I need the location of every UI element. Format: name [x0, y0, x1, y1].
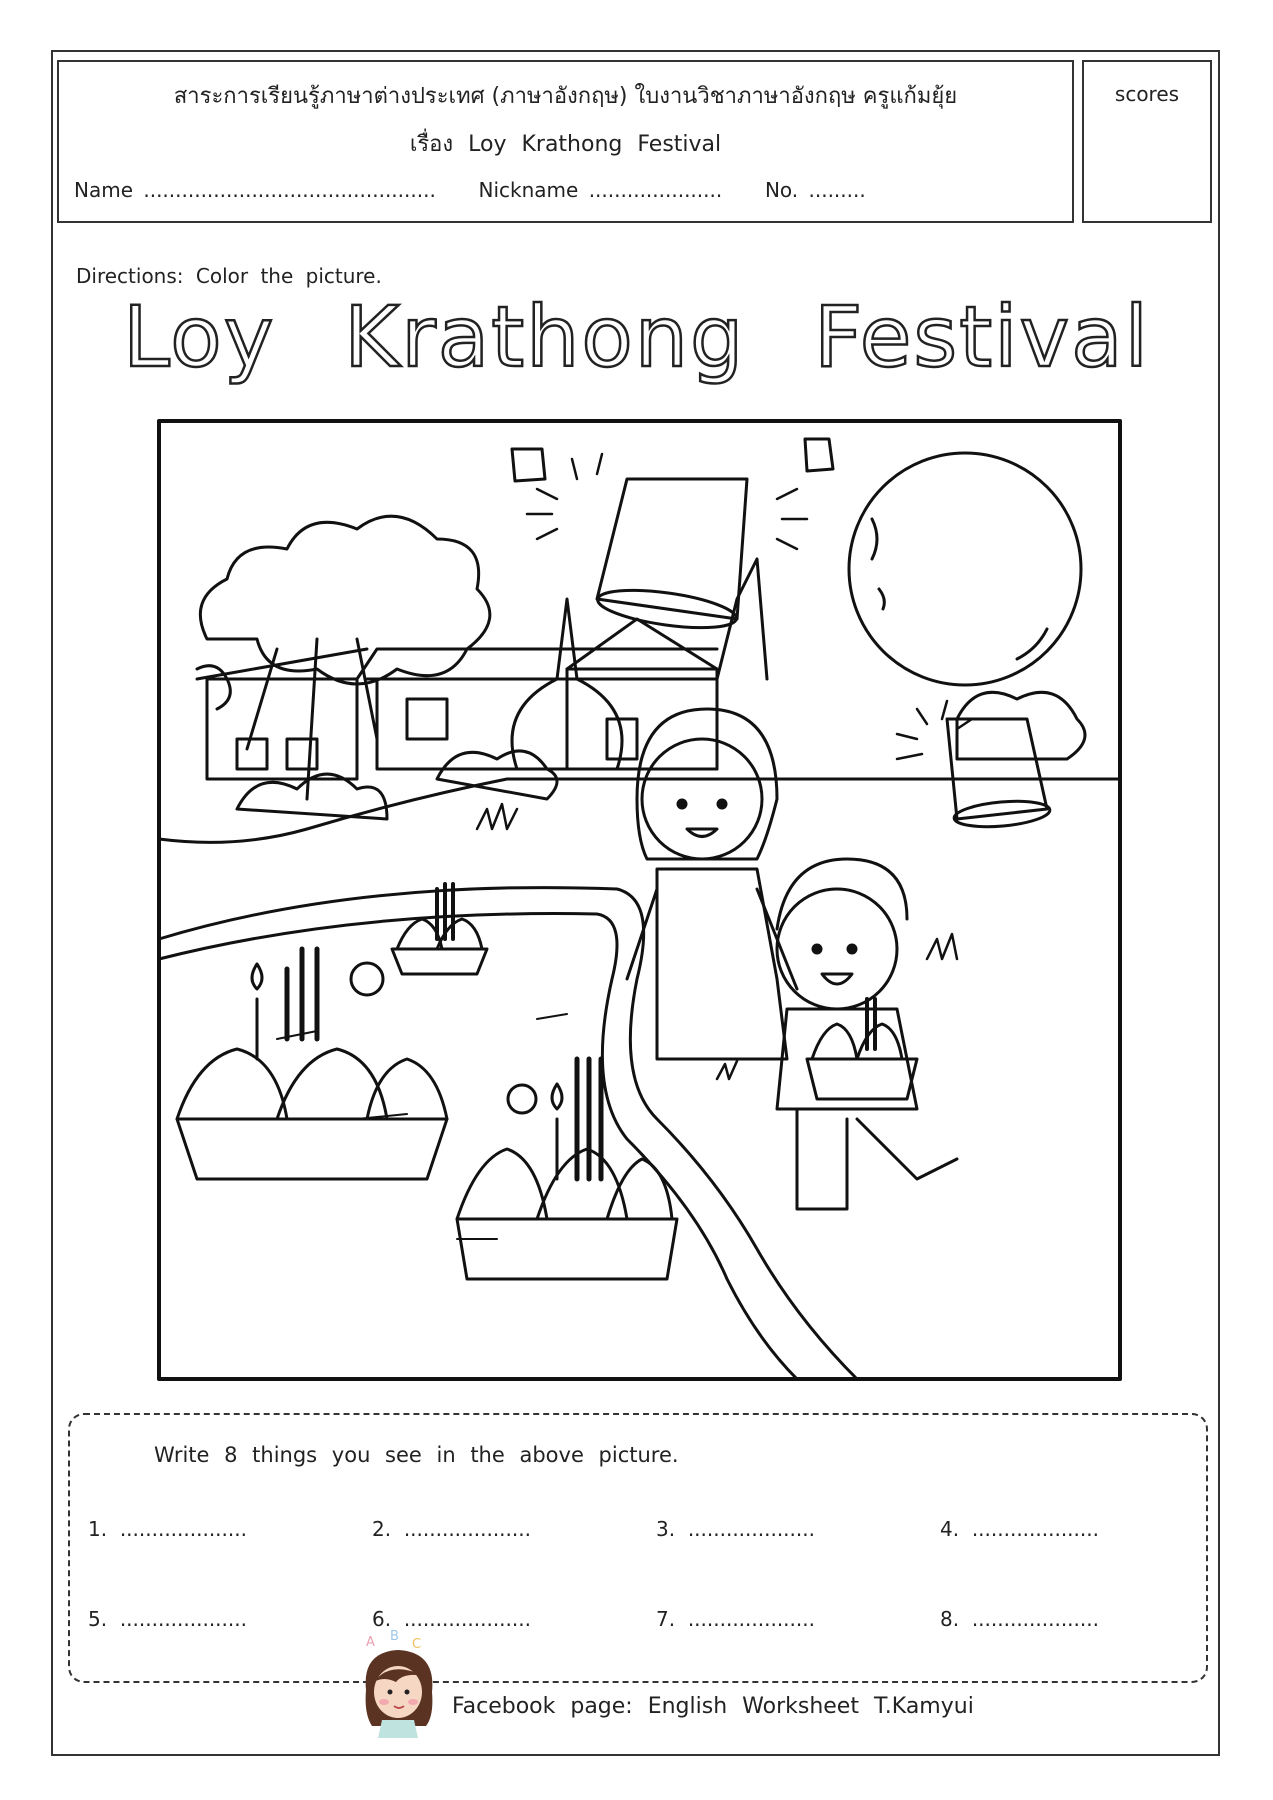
- woman: [627, 709, 797, 1059]
- krathong-right: [457, 1059, 677, 1279]
- answer-blank[interactable]: ....................: [119, 1517, 247, 1541]
- answer-line-1[interactable]: [88, 1517, 247, 1541]
- answer-line-2[interactable]: [372, 1517, 531, 1541]
- answer-blank[interactable]: ....................: [971, 1517, 1099, 1541]
- student-info-line: [74, 178, 1057, 202]
- sky-lantern-small-1: [512, 449, 545, 481]
- answer-line-3[interactable]: [656, 1517, 815, 1541]
- answer-number: 5.: [88, 1607, 108, 1631]
- krathong-left: [177, 949, 447, 1179]
- krathong-middle: [392, 884, 487, 974]
- svg-text:A: A: [366, 1635, 375, 1650]
- answer-blank[interactable]: ....................: [687, 1517, 815, 1541]
- sky-lantern-right: [947, 719, 1051, 830]
- topic-line: เรื่อง Loy Krathong Festival: [409, 132, 722, 157]
- answer-number: 3.: [656, 1517, 676, 1541]
- header-box: [57, 60, 1074, 223]
- number-field[interactable]: No. .........: [764, 178, 866, 202]
- svg-text:B: B: [390, 1630, 399, 1644]
- subject-line: สาระการเรียนรู้ภาษาต่างประเทศ (ภาษาอังกฤษ) ใบงานวิชาภาษาอังกฤษ ครูแก้มยุ้ย: [173, 84, 958, 109]
- river: [159, 888, 857, 1379]
- answer-number: 2.: [372, 1517, 392, 1541]
- answer-blank[interactable]: ....................: [971, 1607, 1099, 1631]
- tree: [197, 516, 490, 799]
- sky-lantern-small-2: [805, 439, 833, 471]
- coloring-picture: [157, 419, 1122, 1381]
- svg-text:C: C: [412, 1637, 422, 1652]
- answer-number: 4.: [940, 1517, 960, 1541]
- fireworks: [527, 454, 972, 759]
- answer-number: 6.: [372, 1607, 392, 1631]
- answer-line-6[interactable]: [372, 1607, 531, 1631]
- moon: [849, 453, 1081, 685]
- answer-number: 8.: [940, 1607, 960, 1631]
- temple: [357, 559, 767, 769]
- answer-blank[interactable]: ....................: [403, 1607, 531, 1631]
- answer-blank[interactable]: ....................: [403, 1517, 531, 1541]
- page-title: Loy Krathong Festival: [122, 288, 1150, 386]
- answer-line-4[interactable]: [940, 1517, 1099, 1541]
- answer-blank[interactable]: ....................: [687, 1607, 815, 1631]
- answer-number: 1.: [88, 1517, 108, 1541]
- nickname-field[interactable]: Nickname .....................: [478, 178, 723, 202]
- answer-line-8[interactable]: [940, 1607, 1099, 1631]
- answer-number: 7.: [656, 1607, 676, 1631]
- answer-prompt: Write 8 things you see in the above picture.: [154, 1443, 679, 1467]
- answer-line-5[interactable]: [88, 1607, 247, 1631]
- answer-line-7[interactable]: [656, 1607, 815, 1631]
- answer-blank[interactable]: ....................: [119, 1607, 247, 1631]
- sky-lantern-large: [595, 479, 747, 635]
- answer-box: [68, 1413, 1208, 1683]
- teacher-avatar-logo: [352, 1630, 444, 1742]
- grass: [477, 804, 957, 1079]
- directions: Directions: Color the picture.: [76, 264, 382, 288]
- score-box: [1082, 60, 1212, 223]
- footer-credit: Facebook page: English Worksheet T.Kamyui: [452, 1694, 974, 1719]
- name-field[interactable]: Name ..............................................: [74, 178, 436, 202]
- krathong-held: [807, 999, 917, 1099]
- score-label: scores: [1114, 82, 1180, 106]
